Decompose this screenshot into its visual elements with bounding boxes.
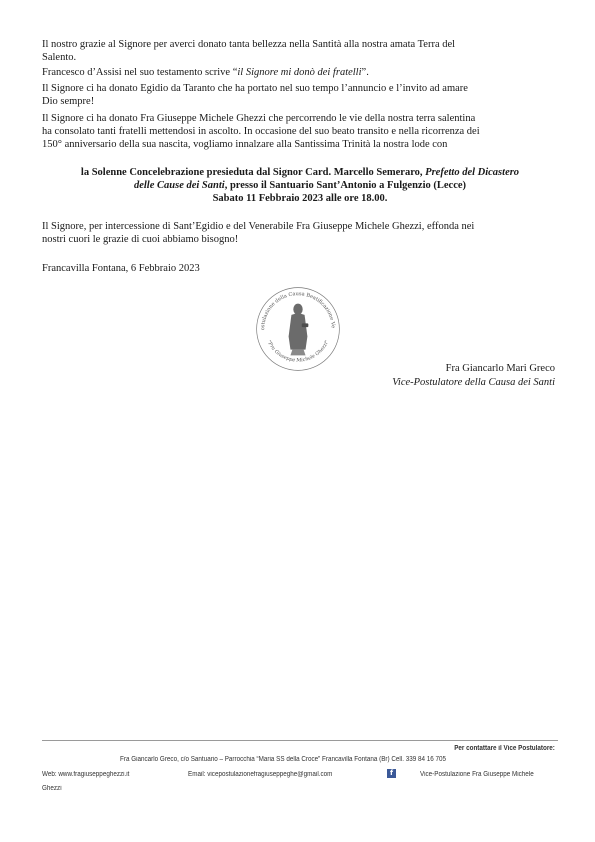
signature-role: Vice-Postulatore della Causa dei Santi <box>392 377 555 388</box>
footer-divider <box>42 740 558 741</box>
paragraph-francesco <box>42 66 558 79</box>
paragraph-line: Il Signore ci ha donato Fra Giuseppe Michele Ghezzi che percorrendo le vie della nostra terra salentina <box>42 113 476 124</box>
event-line <box>42 179 558 192</box>
postulation-seal <box>251 282 345 376</box>
event-announcement <box>42 166 558 205</box>
footer-address: Fra Giancarlo Greco, c/o Santuario – Parrocchia “Maria SS della Croce” Francavilla Fontana (Br) Cell. 339 84 16 705 <box>120 756 447 763</box>
paragraph-gratitude <box>42 38 558 64</box>
event-italic-text: delle Cause dei Santi <box>133 180 225 191</box>
seal-inner-textpath: "Fra Giuseppe Michele Ghezzi" <box>265 339 331 364</box>
event-text: , presso il Santuario Sant’Antonio a Fulgenzio (Lecce) <box>224 180 467 191</box>
paragraph-line: nostri cuori le grazie di cuoi abbiamo bisogno! <box>42 234 239 245</box>
quote-text: il Signore mi donò dei fratelli <box>237 67 362 78</box>
paragraph-line: Salento. <box>42 52 77 63</box>
quote-prefix: Francesco d’Assisi nel suo testamento scrive “ <box>42 67 238 78</box>
paragraph-line: ha consolato tanti fratelli mettendosi in ascolto. In occasione del suo beato transito e nella ricorrenza dei <box>42 126 480 137</box>
paragraph-line: 150° anniversario della sua nascita, vogliamo innalzare alla Santissima Trinità la nostra lode con <box>42 139 448 150</box>
event-date: Sabato 11 Febbraio 2023 alle ore 18.00. <box>212 193 388 204</box>
paragraph-blessing <box>42 220 558 246</box>
signature-name: Fra Giancarlo Mari Greco <box>445 363 555 374</box>
paragraph-egidio <box>42 82 558 108</box>
seal-outer-textpath: ostulazione della Causa Beatificazione Ve <box>260 291 336 331</box>
footer-facebook-link-continued[interactable]: Ghezzi <box>42 785 62 792</box>
place-date: Francavilla Fontana, 6 Febbraio 2023 <box>42 263 200 274</box>
paragraph-ghezzi <box>42 112 558 151</box>
paragraph-line: Dio sempre! <box>42 96 95 107</box>
friar-figure-icon <box>289 304 309 356</box>
footer-contact-heading: Per contattare il Vice Postulatore: <box>454 745 555 752</box>
event-italic-text: Prefetto del Dicastero <box>425 167 520 178</box>
event-text: la Solenne Concelebrazione presieduta dal Signor Card. Marcello Semeraro, <box>80 167 426 178</box>
footer-website-link[interactable]: Web: www.fragiuseppeghezzi.it <box>42 771 130 778</box>
event-line <box>42 166 558 179</box>
paragraph-line: Il Signore ci ha donato Egidio da Taranto che ha portato nel suo tempo l’annuncio e l’invito ad amare <box>42 83 468 94</box>
paragraph-line: Il nostro grazie al Signore per averci donato tanta bellezza nella Santità alla nostra amata Terra del <box>42 39 456 50</box>
paragraph-line: Il Signore, per intercessione di Sant’Egidio e del Venerabile Fra Giuseppe Michele Ghezzi, effonda nei <box>42 221 475 232</box>
footer-facebook-link[interactable]: Vice-Postulazione Fra Giuseppe Michele <box>420 771 534 778</box>
footer-email-link[interactable]: Email: vicepostulazionefragiuseppeghe@gmail.com <box>188 771 333 778</box>
paragraph-line <box>42 66 558 79</box>
facebook-icon[interactable]: f <box>387 769 396 778</box>
quote-suffix: ”. <box>361 67 369 78</box>
